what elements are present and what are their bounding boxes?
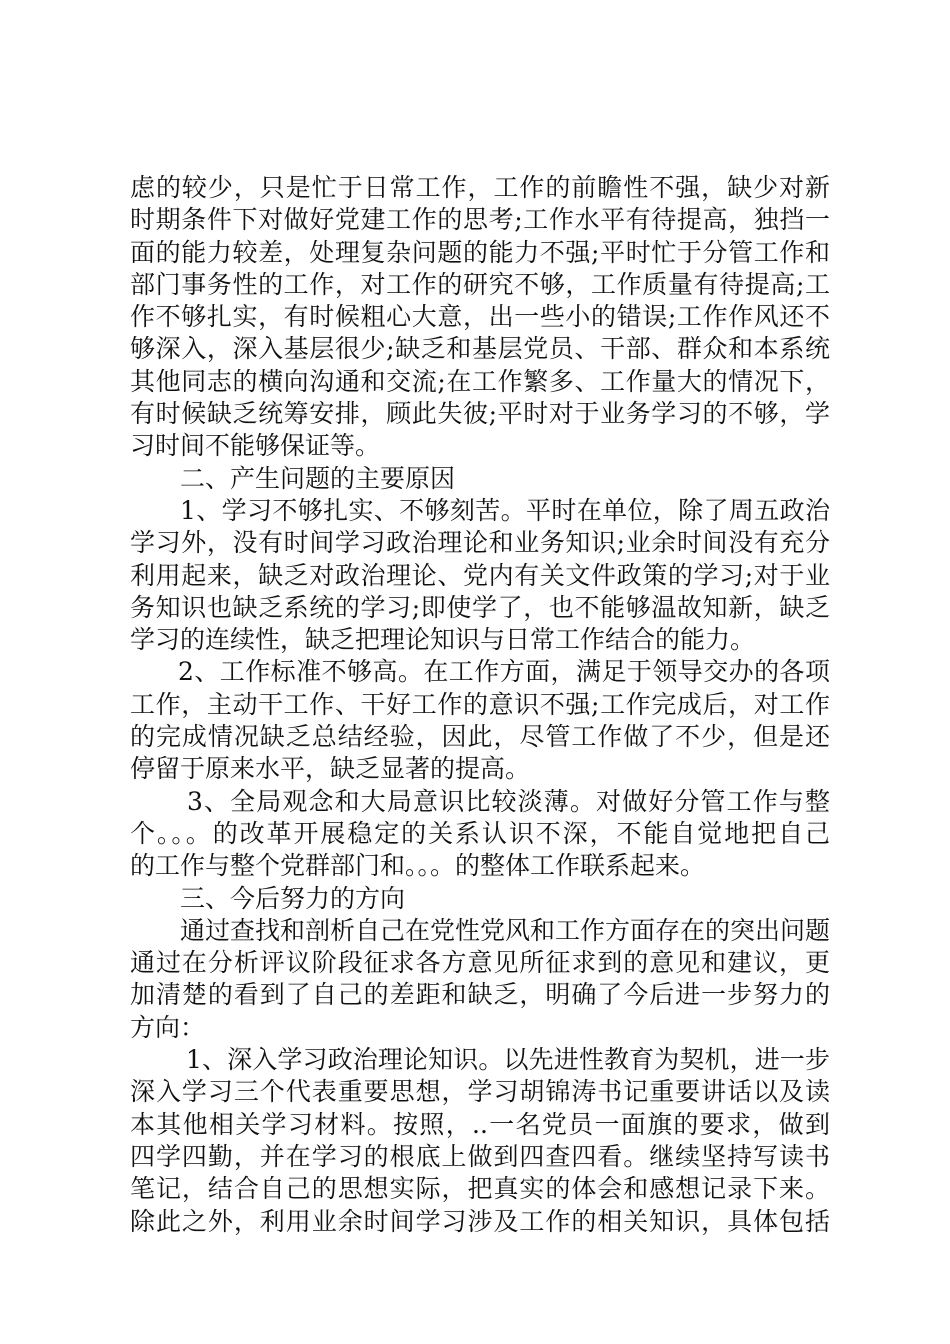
section-heading: 三、今后努力的方向 (180, 883, 406, 913)
text-line: 1、学习不够扎实、不够刻苦。平时在单位，除了周五政治 (180, 495, 830, 525)
text-line: 深入学习三个代表重要思想，学习胡锦涛书记重要讲话以及读 (130, 1077, 830, 1107)
text-line: 除此之外，利用业余时间学习涉及工作的相关知识，具体包括 (130, 1206, 830, 1236)
section-heading: 二、产生问题的主要原因 (180, 463, 456, 493)
text-line: 利用起来，缺乏对政治理论、党内有关文件政策的学习;对于业 (130, 560, 830, 590)
text-line: 有时候缺乏统筹安排，顾此失彼;平时对于业务学习的不够，学 (130, 399, 830, 429)
text-line: 学习的连续性，缺乏把理论知识与日常工作结合的能力。 (130, 625, 756, 655)
text-line: 虑的较少，只是忙于日常工作，工作的前瞻性不强，缺少对新 (130, 173, 830, 202)
text-line: 通过查找和剖析自己在党性党风和工作方面存在的突出问题 (180, 915, 830, 945)
text-line: 通过在分析评议阶段征求各方意见所征求到的意见和建议，更 (130, 948, 830, 978)
text-line: 时期条件下对做好党建工作的思考;工作水平有待提高，独挡一 (130, 205, 830, 235)
text-line: 的完成情况缺乏总结经验，因此，尽管工作做了不少，但是还 (130, 722, 830, 752)
text-line: 其他同志的横向沟通和交流;在工作繁多、工作量大的情况下， (130, 366, 830, 396)
text-line: 四学四勤，并在学习的根底上做到四查四看。继续坚持写读书 (130, 1141, 830, 1171)
text-line: 本其他相关学习材料。按照，..一名党员一面旗的要求，做到 (130, 1109, 830, 1139)
text-line: 方向： (130, 1012, 206, 1042)
text-line: 1、深入学习政治理论知识。以先进性教育为契机，进一步 (186, 1045, 830, 1075)
text-line: 加清楚的看到了自己的差距和缺乏，明确了今后进一步努力的 (130, 980, 830, 1010)
text-line: 够深入，深入基层很少;缺乏和基层党员、干部、群众和本系统 (130, 334, 830, 364)
text-line: 笔记，结合自己的思想实际，把真实的体会和感想记录下来。 (130, 1174, 830, 1204)
text-line: 学习外，没有时间学习政治理论和业务知识;业余时间没有充分 (130, 528, 830, 558)
text-line: 2、工作标准不够高。在工作方面，满足于领导交办的各项 (178, 657, 830, 687)
text-line: 工作，主动干工作、干好工作的意识不强;工作完成后，对工作 (130, 689, 830, 719)
text-line: 的工作与整个党群部门和。。。的整体工作联系起来。 (130, 851, 706, 881)
text-line: 3、全局观念和大局意识比较淡薄。对做好分管工作与整 (187, 786, 830, 816)
text-line: 面的能力较差，处理复杂问题的能力不强;平时忙于分管工作和 (130, 237, 830, 267)
text-line: 个。。。的改革开展稳定的关系认识不深，不能自觉地把自己 (130, 818, 830, 848)
text-line: 部门事务性的工作，对工作的研究不够，工作质量有待提高;工 (130, 269, 830, 299)
text-line: 作不够扎实，有时候粗心大意，出一些小的错误;工作作风还不 (130, 302, 830, 332)
text-line: 习时间不能够保证等。 (130, 431, 381, 461)
body-text (130, 172, 830, 1238)
text-line: 务知识也缺乏系统的学习;即使学了，也不能够温故知新，缺乏 (130, 592, 830, 622)
text-line: 停留于原来水平，缺乏显著的提高。 (130, 754, 531, 784)
